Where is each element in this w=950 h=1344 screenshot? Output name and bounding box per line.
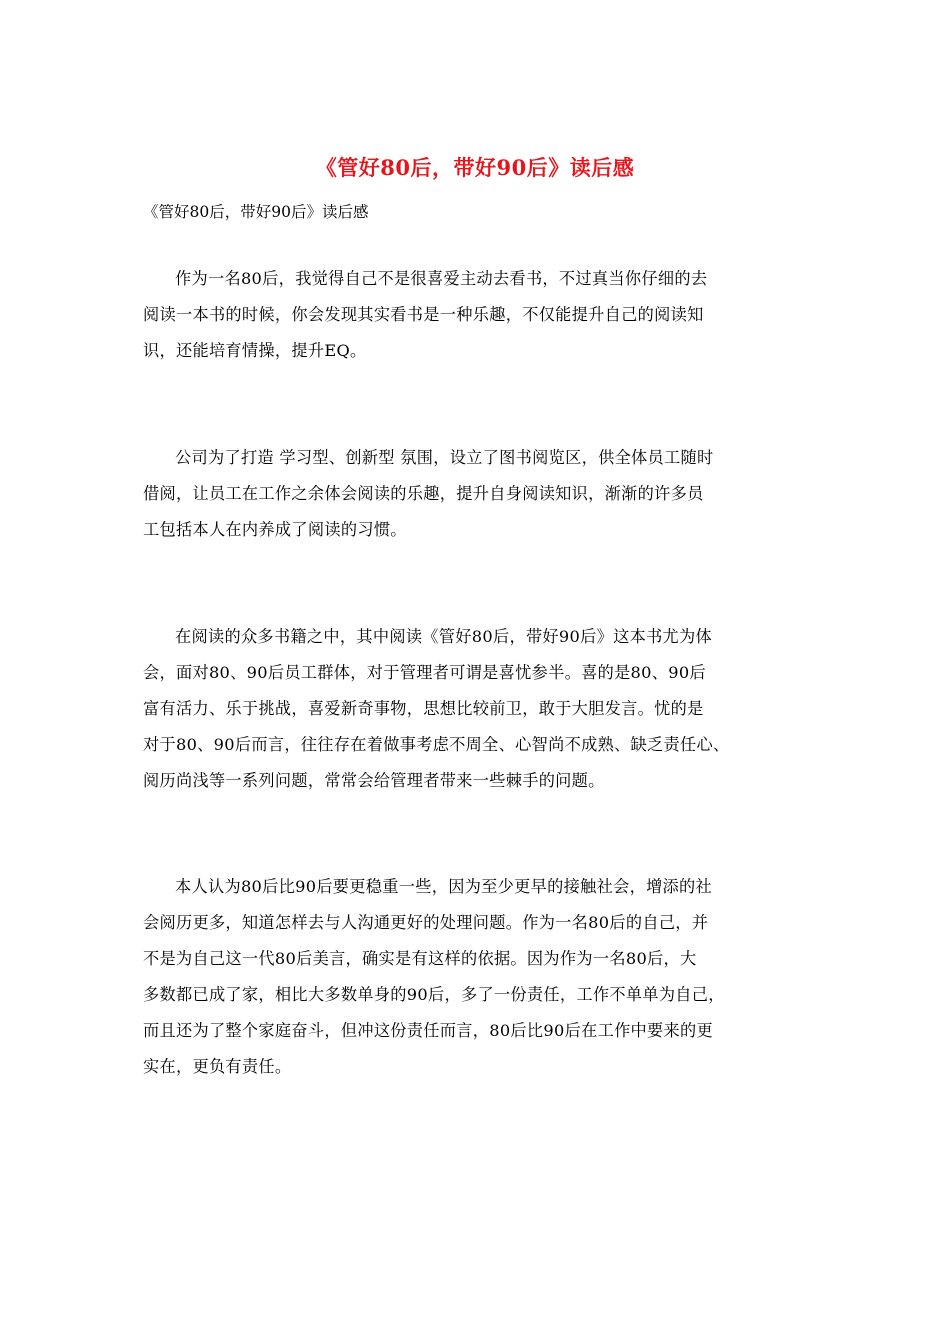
paragraph-2 [143,440,823,548]
paragraph-1 [143,261,823,369]
paragraph-line: 在阅读的众多书籍之中，其中阅读《管好80后，带好90后》这本书尤为体 [175,627,713,646]
paragraph-line: 本人认为80后比90后要更稳重一些，因为至少更早的接触社会，增添的社 [175,877,713,896]
paragraph-line: 不是为自己这一代80后美言，确实是有这样的依据。因为作为一名80后，大 [143,949,697,968]
paragraph-line: 阅读一本书的时候，你会发现其实看书是一种乐趣，不仅能提升自己的阅读知 [143,305,704,324]
paragraph-line: 阅历尚浅等一系列问题，常常会给管理者带来一些棘手的问题。 [143,771,605,790]
document-title: 《管好80后，带好90后》读后感 [315,155,635,180]
paragraph-3 [143,619,823,799]
paragraph-line: 会，面对80、90后员工群体，对于管理者可谓是喜忧参半。喜的是80、90后 [143,663,706,682]
paragraph-line: 作为一名80后，我觉得自己不是很喜爱主动去看书，不过真当你仔细的去 [175,269,708,288]
paragraph-line: 识，还能培育情操，提升EQ。 [143,341,367,360]
paragraph-line: 富有活力、乐于挑战，喜爱新奇事物，思想比较前卫，敢于大胆发言。忧的是 [143,699,704,718]
paragraph-line: 公司为了打造 学习型、创新型 氛围，设立了图书阅览区，供全体员工随时 [175,448,714,467]
paragraph-line: 对于80、90后而言，往往存在着做事考虑不周全、心智尚不成熟、缺乏责任心、 [143,735,730,754]
paragraph-4 [143,869,823,1085]
paragraph-line: 实在，更负有责任。 [143,1057,292,1076]
paragraph-line: 而且还为了整个家庭奋斗，但冲这份责任而言，80后比90后在工作中要来的更 [143,1021,713,1040]
paragraph-line: 借阅，让员工在工作之余体会阅读的乐趣，提升自身阅读知识，渐渐的许多员 [143,484,704,503]
paragraph-line: 工包括本人在内养成了阅读的习惯。 [143,520,407,539]
paragraph-line: 多数都已成了家，相比大多数单身的90后，多了一份责任，工作不单单为自己， [143,985,725,1004]
paragraph-line: 会阅历更多，知道怎样去与人沟通更好的处理问题。作为一名80后的自己，并 [143,913,709,932]
document-subtitle: 《管好80后，带好90后》读后感 [143,203,369,221]
